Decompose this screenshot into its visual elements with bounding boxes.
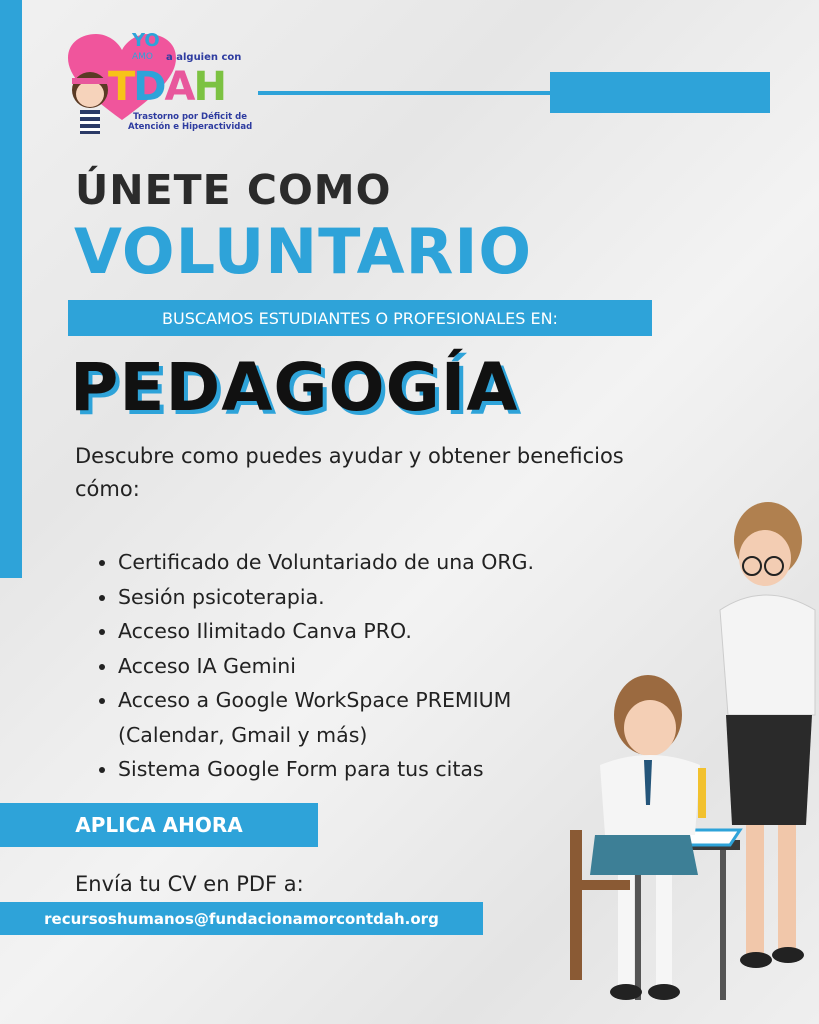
benefit-item: • Sesión psicoterapia. <box>118 580 678 615</box>
logo-amo: AMO <box>132 52 154 62</box>
apply-now-button[interactable]: APLICA AHORA <box>0 803 318 847</box>
benefit-item: • Acceso IA Gemini <box>118 649 678 684</box>
title-line-1: ÚNETE COMO <box>75 166 392 214</box>
logo <box>62 26 252 146</box>
title-line-2: VOLUNTARIO <box>74 215 533 288</box>
logo-yo: YO <box>132 30 160 51</box>
top-accent-line <box>258 91 550 95</box>
benefit-item: • Certificado de Voluntariado de una ORG. <box>118 545 678 580</box>
seeking-banner: BUSCAMOS ESTUDIANTES O PROFESIONALES EN: <box>68 300 652 336</box>
benefit-item: • Acceso Ilimitado Canva PRO. <box>118 614 678 649</box>
girl-mascot-icon <box>68 66 112 142</box>
logo-subtitle: a alguien con <box>166 52 242 63</box>
top-accent-bar <box>550 72 770 113</box>
field-heading: PEDAGOGÍA <box>70 349 519 426</box>
intro-text: Descubre como puedes ayudar y obtener beneficios cómo: <box>75 444 624 501</box>
logo-description: Trastorno por Déficit de Atención e Hiperactividad <box>128 112 253 132</box>
logo-tdah: TDAH <box>108 64 225 110</box>
left-accent-bar <box>0 0 22 578</box>
benefit-item: • Acceso a Google WorkSpace PREMIUM (Calendar, Gmail y más) <box>118 683 538 752</box>
send-cv-label: Envía tu CV en PDF a: <box>75 872 304 896</box>
benefit-item: • Sistema Google Form para tus citas <box>118 752 678 787</box>
email-link[interactable]: recursoshumanos@fundacionamorcontdah.org <box>0 902 483 935</box>
teacher-student-illustration-icon <box>560 500 819 1024</box>
